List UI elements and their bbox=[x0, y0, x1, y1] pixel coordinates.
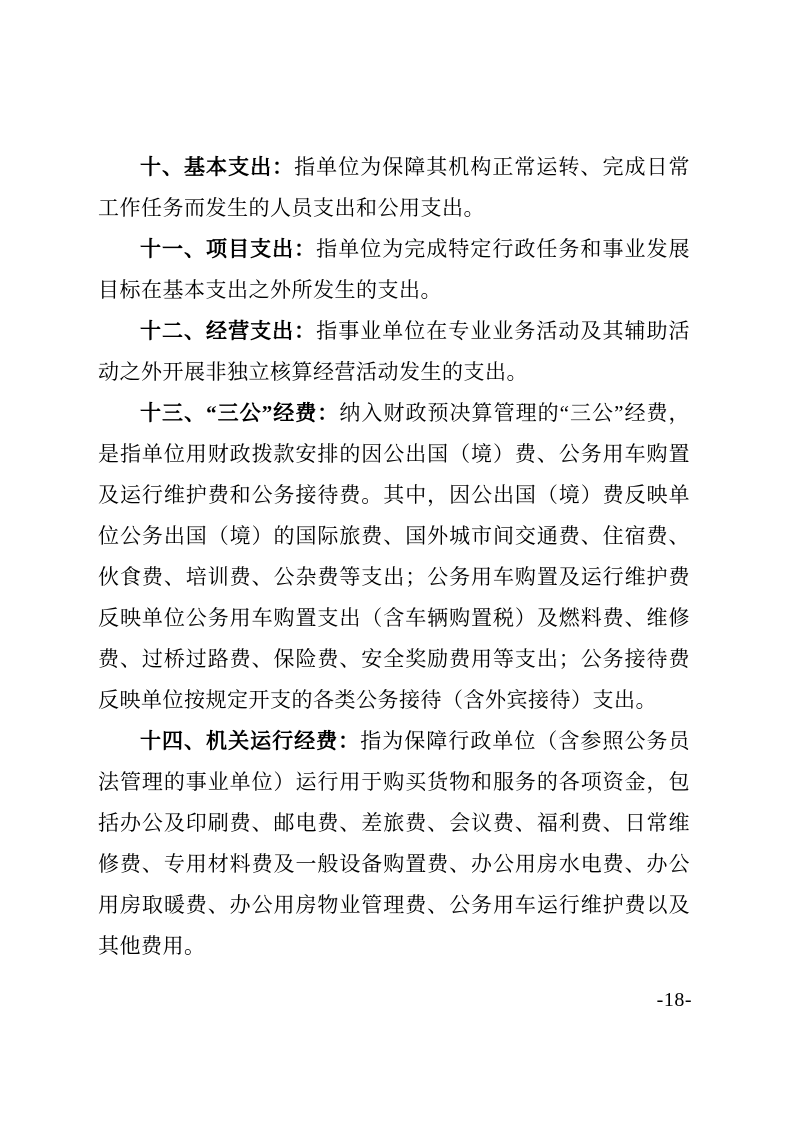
paragraph-text: 指为保障行政单位（含参照公务员法管理的事业单位）运行用于购买货物和服务的各项资金，包括办公及印刷费、邮电费、差旅费、会议费、福利费、日常维修费、专用材料费及一般设备购置费、办公用房水电费、办公用房取暖费、办公用房物业管理费、公务用车运行维护费以及其他费用。 bbox=[98, 729, 691, 958]
paragraph-lead: 十二、经营支出： bbox=[140, 319, 317, 343]
paragraph-operating-expenditure bbox=[98, 311, 690, 393]
paragraph-text: 指单位为保障其机构正常运转、完成日常工作任务而发生的人员支出和公用支出。 bbox=[98, 155, 691, 220]
paragraph-text: 指单位为完成特定行政任务和事业发展目标在基本支出之外所发生的支出。 bbox=[98, 237, 691, 302]
page-number: -18- bbox=[656, 989, 692, 1011]
paragraph-three-public-funds bbox=[98, 393, 690, 721]
document-body bbox=[98, 147, 690, 967]
paragraph-lead: 十一、项目支出： bbox=[140, 237, 317, 261]
paragraph-agency-operating-funds bbox=[98, 721, 690, 967]
paragraph-lead: 十、基本支出： bbox=[140, 155, 295, 179]
paragraph-basic-expenditure bbox=[98, 147, 690, 229]
paragraph-lead: 十四、机关运行经费： bbox=[140, 729, 361, 753]
paragraph-text: 纳入财政预决算管理的“三公”经费，是指单位用财政拨款安排的因公出国（境）费、公务用车购置及运行维护费和公务接待费。其中，因公出国（境）费反映单位公务出国（境）的国际旅费、国外城市间交通费、住宿费、伙食费、培训费、公杂费等支出；公务用车购置及运行维护费反映单位公务用车购置支出（含车辆购置税）及燃料费、维修费、过桥过路费、保险费、安全奖励费用等支出；公务接待费反映单位按规定开支的各类公务接待（含外宾接待）支出。 bbox=[98, 401, 691, 712]
paragraph-text: 指事业单位在专业业务活动及其辅助活动之外开展非独立核算经营活动发生的支出。 bbox=[98, 319, 691, 384]
paragraph-lead: 十三、“三公”经费： bbox=[140, 401, 340, 425]
paragraph-project-expenditure bbox=[98, 229, 690, 311]
